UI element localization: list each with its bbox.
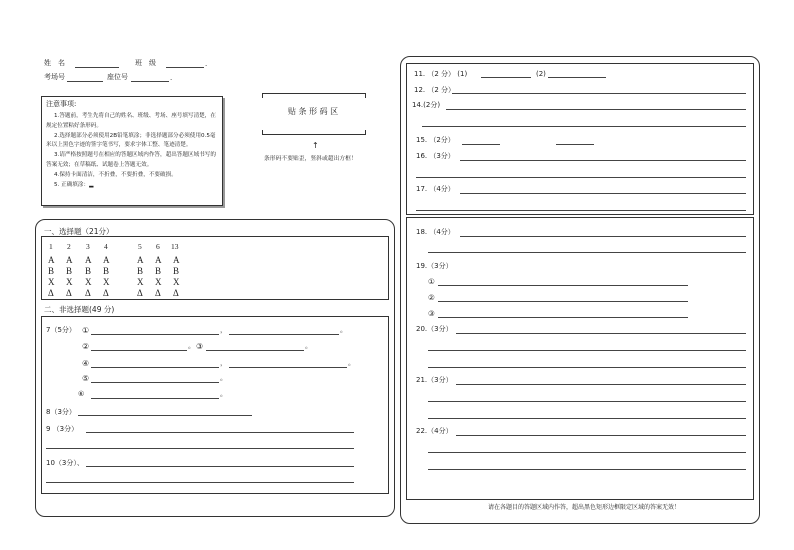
choice-option-bubble[interactable]: A [66,255,73,265]
question-number: 5 [138,242,142,251]
notice-box [41,96,223,206]
q16-answer-2[interactable] [416,177,746,178]
q11-answer-1[interactable] [481,77,531,78]
q9-answer-2[interactable] [46,448,354,449]
q9-answer-1[interactable] [86,432,354,433]
q7-period: 。 [188,342,195,350]
q11-label-2: (2) [536,70,546,78]
barcode-label: 贴 条 形 码 区 [288,107,339,116]
notice-item: 5. 正确填涂：▂ [54,181,94,188]
choice-option-bubble[interactable]: X [48,277,55,287]
punct-1: . [205,60,208,68]
q7-period: 。 [340,326,347,334]
q10-answer-2[interactable] [46,482,354,483]
choice-option-bubble[interactable]: B [85,266,92,276]
q18-answer-1[interactable] [460,236,746,237]
footer-note: 请在各题目的答题区域内作答，超出黑色矩形边框限定区域的答案无效！ [488,504,681,511]
choice-option-bubble[interactable]: B [155,266,162,276]
q7-mark-5: ⑤ [82,374,90,383]
q7-answer-2[interactable] [91,350,187,351]
seat-field[interactable] [131,81,169,82]
q22-answer-2[interactable] [428,452,746,453]
choice-option-bubble[interactable]: Δ [137,288,143,298]
notice-item: 1.答题前，考生先将自己的姓名、班级、考场、座号填写清楚，在规定位置粘好条形码。 [46,113,216,129]
class-field[interactable] [166,67,204,68]
q7-answer-4b[interactable] [229,367,347,368]
choice-option-bubble[interactable]: X [85,277,92,287]
choice-option-bubble[interactable]: B [173,266,180,276]
question-number: 4 [104,242,108,251]
q20-answer-1[interactable] [456,333,746,334]
q18-answer-2[interactable] [428,252,746,253]
q7-answer-6[interactable] [91,398,219,399]
notice-item: 2.选择题部分必须使用2B铅笔填涂；非选择题部分必须使用0.5毫米以上黑色字迹的签字笔书写，要求字体工整、笔迹清楚。 [46,132,216,149]
choice-option-bubble[interactable]: X [137,277,144,287]
q17-label: 17. （4分） [416,185,455,193]
choice-option-bubble[interactable]: X [103,277,110,287]
q12-label: 12. （2 分） [414,86,456,94]
q16-answer-1[interactable] [460,160,746,161]
choice-option-bubble[interactable]: A [137,255,144,265]
choice-option-bubble[interactable]: B [48,266,55,276]
question-number: 3 [86,242,90,251]
q7-mark-6: ⑥ [78,390,85,398]
q7-mark-4: ④ [82,359,90,368]
q16-label: 16. （3分） [416,152,455,160]
choice-option-bubble[interactable]: Δ [103,288,109,298]
exam-room-field[interactable] [67,81,103,82]
q7-answer-5[interactable] [91,382,219,383]
choice-option-bubble[interactable]: B [103,266,110,276]
q12-answer[interactable] [452,93,746,94]
q9-label: 9 （3分） [46,425,79,433]
q7-period: 。 [348,359,355,367]
choice-option-bubble[interactable]: X [173,277,180,287]
right-bottom-area [406,217,754,500]
q7-answer-1a[interactable] [91,334,219,335]
q18-label: 18. （4分） [416,228,455,236]
q15-label: 15. （2分） [416,136,455,144]
q7-comma: ， [220,359,227,367]
q15-answer-1[interactable] [462,144,500,145]
q14-answer-1[interactable] [446,109,746,110]
choice-option-bubble[interactable]: Δ [173,288,179,298]
q21-answer-2[interactable] [428,401,746,402]
q19-mark-3: ③ [428,309,435,318]
q7-answer-3[interactable] [206,350,304,351]
section1-title: 一、选择题（21分） [44,227,114,236]
choice-option-bubble[interactable]: Δ [48,288,54,298]
q11-answer-2[interactable] [548,77,606,78]
q7-mark-3: ③ [196,342,204,351]
choice-option-bubble[interactable]: A [85,255,92,265]
q14-label: 14.(2分) [412,101,441,109]
q14-answer-2[interactable] [422,126,746,127]
choice-option-bubble[interactable]: B [137,266,144,276]
q10-answer-1[interactable] [86,466,354,467]
notice-item: 4.保持卡面清洁，不折叠，不要折叠，不要破损。 [54,171,177,178]
q17-answer-1[interactable] [460,193,746,194]
choice-option-bubble[interactable]: A [48,255,55,265]
q11-label: 11. （2 分） (1) [414,70,468,78]
q20-answer-2[interactable] [428,350,746,351]
section2-title: 二、非选择题(49 分) [44,305,115,314]
q7-answer-1b[interactable] [229,334,339,335]
choice-option-bubble[interactable]: A [103,255,110,265]
choice-option-bubble[interactable]: Δ [85,288,91,298]
class-label: 班 级 [135,59,156,67]
q19-answer-2[interactable] [438,301,688,302]
choice-option-bubble[interactable]: A [173,255,180,265]
q7-answer-4a[interactable] [91,367,219,368]
barcode-area [262,93,366,135]
q22-label: 22.（4分） [416,427,453,435]
q17-answer-2[interactable] [416,210,746,211]
q7-comma: ， [220,326,227,334]
q21-label: 21.（3分） [416,376,453,384]
exam-room-label: 考场号 [44,73,65,81]
q21-answer-3[interactable] [428,418,746,419]
question-number: 13 [171,242,179,251]
choice-option-bubble[interactable]: B [66,266,73,276]
q22-answer-1[interactable] [456,435,746,436]
q7-label: 7（5分） [46,326,76,334]
q20-label: 20.（3分） [416,325,453,333]
q19-mark-2: ② [428,293,435,302]
choice-option-bubble[interactable]: Δ [66,288,72,298]
name-label: 姓 名 [44,59,65,67]
barcode-note: 条形码不要贴歪，竖斜或超出方框！ [264,156,357,162]
q20-answer-3[interactable] [428,367,746,368]
q21-answer-1[interactable] [456,384,746,385]
punct-2: . [170,74,173,82]
q7-period: 。 [220,374,227,382]
q22-answer-3[interactable] [428,469,746,470]
choice-option-bubble[interactable]: X [66,277,73,287]
q10-label: 10（3分）、 [46,459,84,467]
question-number: 1 [49,242,53,251]
q19-mark-1: ① [428,277,435,286]
seat-label: 座位号 [107,73,128,81]
question-number: 6 [156,242,160,251]
notice-item: 3.请严格按照题号在相应的答题区域内作答，超出答题区域书写的答案无效；在草稿纸、试题卷上答题无效。 [46,152,216,168]
notice-title: 注意事项: [46,100,77,108]
choice-option-bubble[interactable]: A [155,255,162,265]
q8-answer[interactable] [78,415,252,416]
q19-answer-1[interactable] [438,285,688,286]
section2-area [41,316,389,494]
q7-mark-1: ① [82,326,90,335]
choice-option-bubble[interactable]: Δ [155,288,161,298]
q15-answer-2[interactable] [556,144,594,145]
question-number: 2 [67,242,71,251]
q8-label: 8（3分） [46,408,76,416]
choice-grid [41,236,389,300]
q19-answer-3[interactable] [438,317,688,318]
choice-option-bubble[interactable]: X [155,277,162,287]
q19-label: 19.（3分） [416,262,453,270]
q7-mark-2: ② [82,342,90,351]
name-field[interactable] [75,67,119,68]
q7-period: 。 [220,390,227,398]
arrow-up-icon: ↑ [312,141,319,150]
q7-period: 。 [305,342,312,350]
